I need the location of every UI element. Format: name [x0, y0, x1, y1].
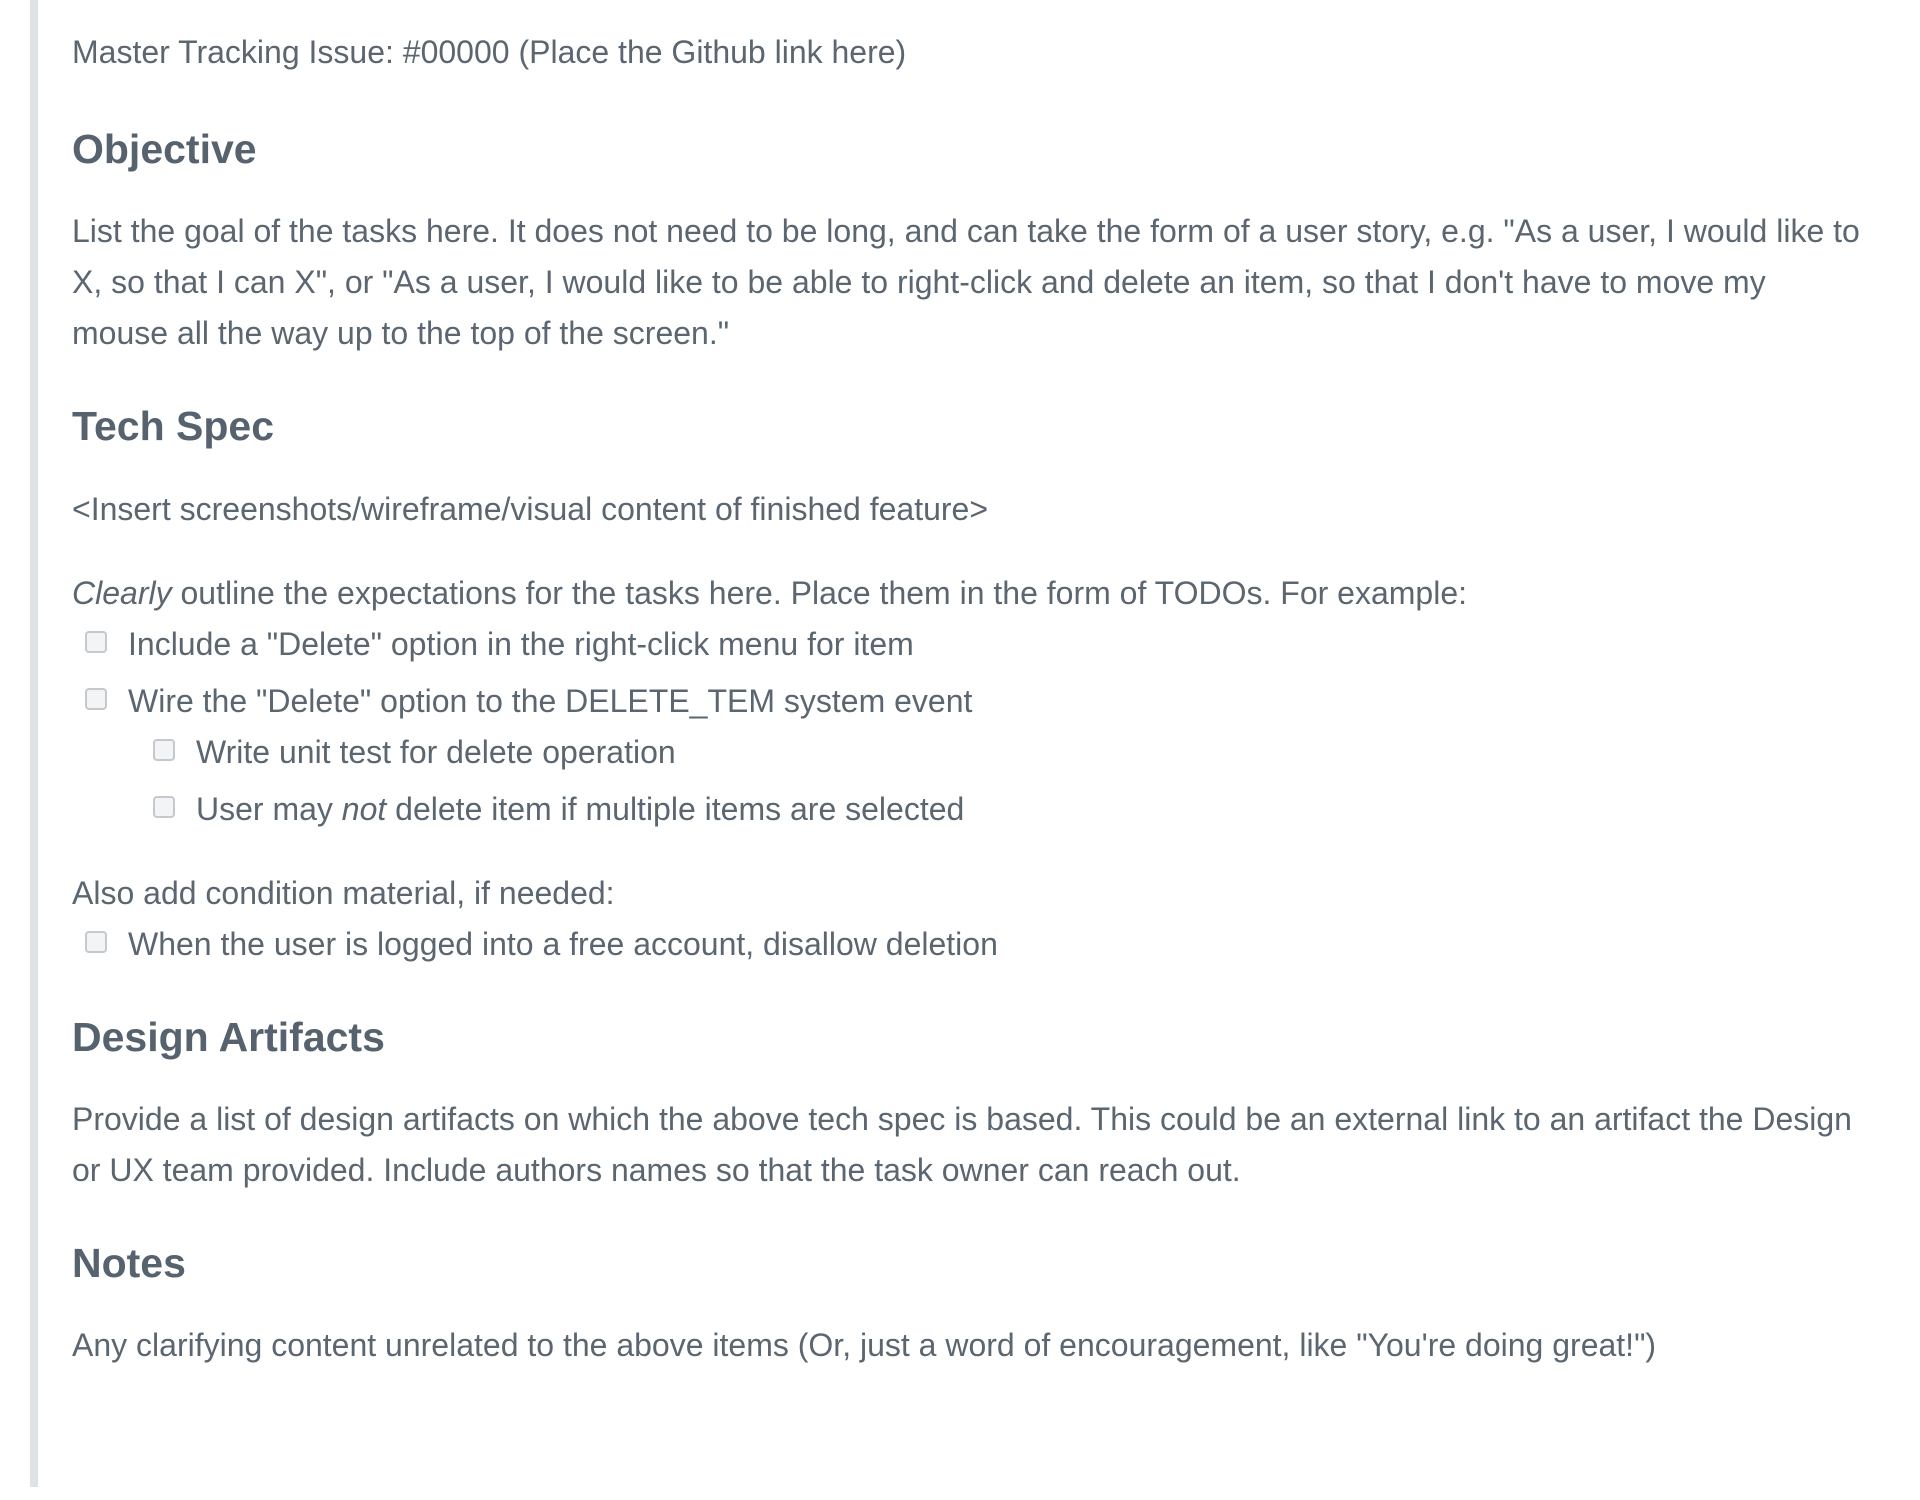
- clearly-outline-rest: outline the expectations for the tasks here. Place them in the form of TODOs. For example:: [171, 575, 1468, 611]
- subtask-label: [196, 784, 964, 835]
- condition-task-list: [72, 919, 1870, 970]
- subtask-label-after: delete item if multiple items are selected: [386, 791, 965, 827]
- also-add-condition-text: Also add condition material, if needed:: [72, 875, 615, 911]
- notes-text: Any clarifying content unrelated to the above items (Or, just a word of encouragement, like "You're doing great!"): [72, 1327, 1657, 1363]
- issue-template-blockquote: [30, 0, 1890, 1487]
- task-label: Wire the "Delete" option to the DELETE_TEM system event: [128, 683, 973, 719]
- task-checkbox[interactable]: [85, 931, 107, 953]
- task-label: Include a "Delete" option in the right-click menu for item: [128, 626, 914, 662]
- subtask-item-multiple-items-restriction: [140, 784, 1870, 835]
- task-checkbox[interactable]: [85, 631, 107, 653]
- tech-spec-heading: Tech Spec: [72, 403, 275, 449]
- subtask-checkbox[interactable]: [153, 796, 175, 818]
- notes-heading: Notes: [72, 1240, 186, 1286]
- subtask-label-before: User may: [196, 791, 342, 827]
- subtask-label: Write unit test for delete operation: [196, 734, 676, 770]
- task-item-include-delete-option: [72, 619, 1870, 670]
- subtask-label-emphasis: not: [341, 791, 387, 827]
- master-tracking-issue-line: Master Tracking Issue: #00000 (Place the Github link here): [72, 34, 907, 70]
- subtask-item-write-unit-test: [140, 727, 1870, 778]
- task-label: When the user is logged into a free account, disallow deletion: [128, 926, 998, 962]
- task-item-wire-delete-option: [72, 676, 1870, 835]
- objective-text: List the goal of the tasks here. It does not need to be long, and can take the form of a user story, e.g. "As a user, I would like to X, so that I can X", or "As a user, I would like to be able to right-click and delete an item, so that I don't have to move my mouse all the way up to the top of the screen.": [72, 213, 1860, 351]
- design-artifacts-text: Provide a list of design artifacts on which the above tech spec is based. This could be an external link to an artifact the Design or UX team provided. Include authors names so that the task owner can reach out.: [72, 1101, 1852, 1188]
- sub-task-list: [72, 727, 1870, 835]
- objective-heading: Objective: [72, 126, 257, 172]
- task-checkbox[interactable]: [85, 688, 107, 710]
- subtask-checkbox[interactable]: [153, 739, 175, 761]
- insert-screenshots-text: <Insert screenshots/wireframe/visual content of finished feature>: [72, 491, 989, 527]
- clearly-emphasis: Clearly: [72, 575, 172, 611]
- todo-task-list: [72, 619, 1870, 835]
- task-item-free-account-condition: [72, 919, 1870, 970]
- clearly-outline-text: [72, 568, 1870, 619]
- design-artifacts-heading: Design Artifacts: [72, 1014, 385, 1060]
